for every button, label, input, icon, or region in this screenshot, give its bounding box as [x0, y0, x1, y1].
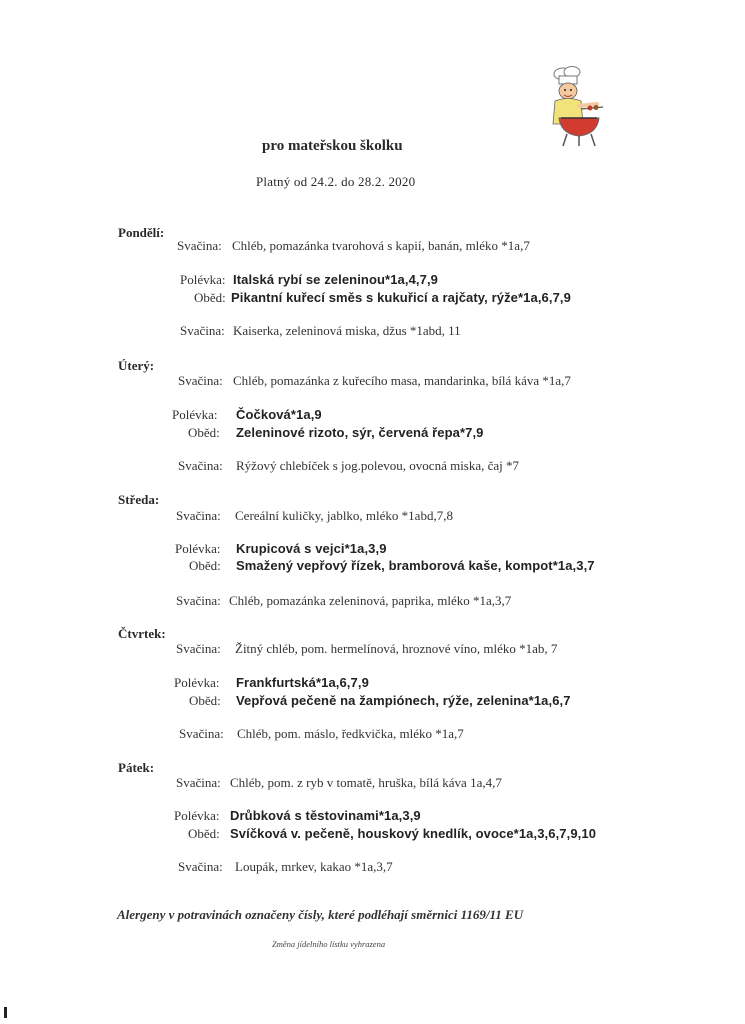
lunch-label: Oběd: — [188, 425, 220, 440]
afternoon-snack: Chléb, pomazánka zeleninová, paprika, mléko *1a,3,7 — [229, 593, 512, 608]
validity-period: Platný od 24.2. do 28.2. 2020 — [256, 174, 416, 189]
morning-snack: Chléb, pom. z ryb v tomatě, hruška, bílá káva 1a,4,7 — [230, 775, 502, 790]
morning-snack-label: Svačina: — [178, 373, 223, 388]
lunch-label: Oběd: — [188, 826, 220, 841]
afternoon-snack: Chléb, pom. máslo, ředkvička, mléko *1a,7 — [237, 726, 464, 741]
afternoon-snack-label: Svačina: — [178, 458, 223, 473]
soup: Italská rybí se zeleninou*1a,4,7,9 — [233, 272, 439, 287]
soup-label: Polévka: — [180, 272, 226, 287]
lunch-label: Oběd: — [189, 558, 221, 573]
lunch: Pikantní kuřecí směs s kukuřicí a rajčaty, rýže*1a,6,7,9 — [231, 290, 571, 305]
day-heading: Úterý: — [118, 358, 155, 373]
afternoon-snack-label: Svačina: — [176, 593, 221, 608]
morning-snack-label: Svačina: — [176, 641, 221, 656]
morning-snack-label: Svačina: — [177, 238, 222, 253]
soup-label: Polévka: — [172, 407, 218, 422]
soup: Krupicová s vejci*1a,3,9 — [236, 541, 387, 556]
afternoon-snack-label: Svačina: — [178, 859, 223, 874]
day-heading: Pondělí: — [118, 225, 165, 240]
lunch: Zeleninové rizoto, sýr, červená řepa*7,9 — [236, 425, 484, 440]
soup-label: Polévka: — [174, 808, 220, 823]
afternoon-snack: Loupák, mrkev, kakao *1a,3,7 — [235, 859, 393, 874]
lunch-label: Oběd: — [194, 290, 226, 305]
morning-snack-label: Svačina: — [176, 775, 221, 790]
lunch: Vepřová pečeně na žampiónech, rýže, zelenina*1a,6,7 — [236, 693, 571, 708]
soup: Frankfurtská*1a,6,7,9 — [236, 675, 369, 690]
morning-snack: Chléb, pomazánka z kuřecího masa, mandarinka, bílá káva *1a,7 — [233, 373, 571, 388]
morning-snack: Žitný chléb, pom. hermelínová, hroznové víno, mléko *1ab, 7 — [235, 641, 558, 656]
allergen-note: Alergeny v potravinách označeny čísly, které podléhají směrnici 1169/11 EU — [117, 907, 524, 922]
morning-snack: Chléb, pomazánka tvarohová s kapií, banán, mléko *1a,7 — [232, 238, 530, 253]
day-heading: Pátek: — [118, 760, 155, 775]
soup-label: Polévka: — [175, 541, 221, 556]
scan-mark — [4, 1007, 7, 1018]
afternoon-snack-label: Svačina: — [179, 726, 224, 741]
soup: Drůbková s těstovinami*1a,3,9 — [230, 808, 421, 823]
page-title: pro mateřskou školku — [262, 138, 403, 154]
morning-snack: Cereální kuličky, jablko, mléko *1abd,7,8 — [235, 508, 453, 523]
morning-snack-label: Svačina: — [176, 508, 221, 523]
lunch: Smažený vepřový řízek, bramborová kaše, kompot*1a,3,7 — [236, 558, 595, 573]
chef-grill-icon — [545, 66, 605, 148]
day-heading: Středa: — [118, 492, 160, 507]
soup-label: Polévka: — [174, 675, 220, 690]
afternoon-snack: Rýžový chlebíček s jog.polevou, ovocná miska, čaj *7 — [236, 458, 520, 473]
afternoon-snack: Kaiserka, zeleninová miska, džus *1abd, 11 — [233, 323, 461, 338]
menu-change-note: Změna jídelního lístku vyhrazena — [272, 939, 386, 949]
lunch: Svíčková v. pečeně, houskový knedlík, ovoce*1a,3,6,7,9,10 — [230, 826, 597, 841]
afternoon-snack-label: Svačina: — [180, 323, 225, 338]
soup: Čočková*1a,9 — [236, 407, 322, 422]
lunch-label: Oběd: — [189, 693, 221, 708]
day-heading: Čtvrtek: — [118, 626, 166, 641]
